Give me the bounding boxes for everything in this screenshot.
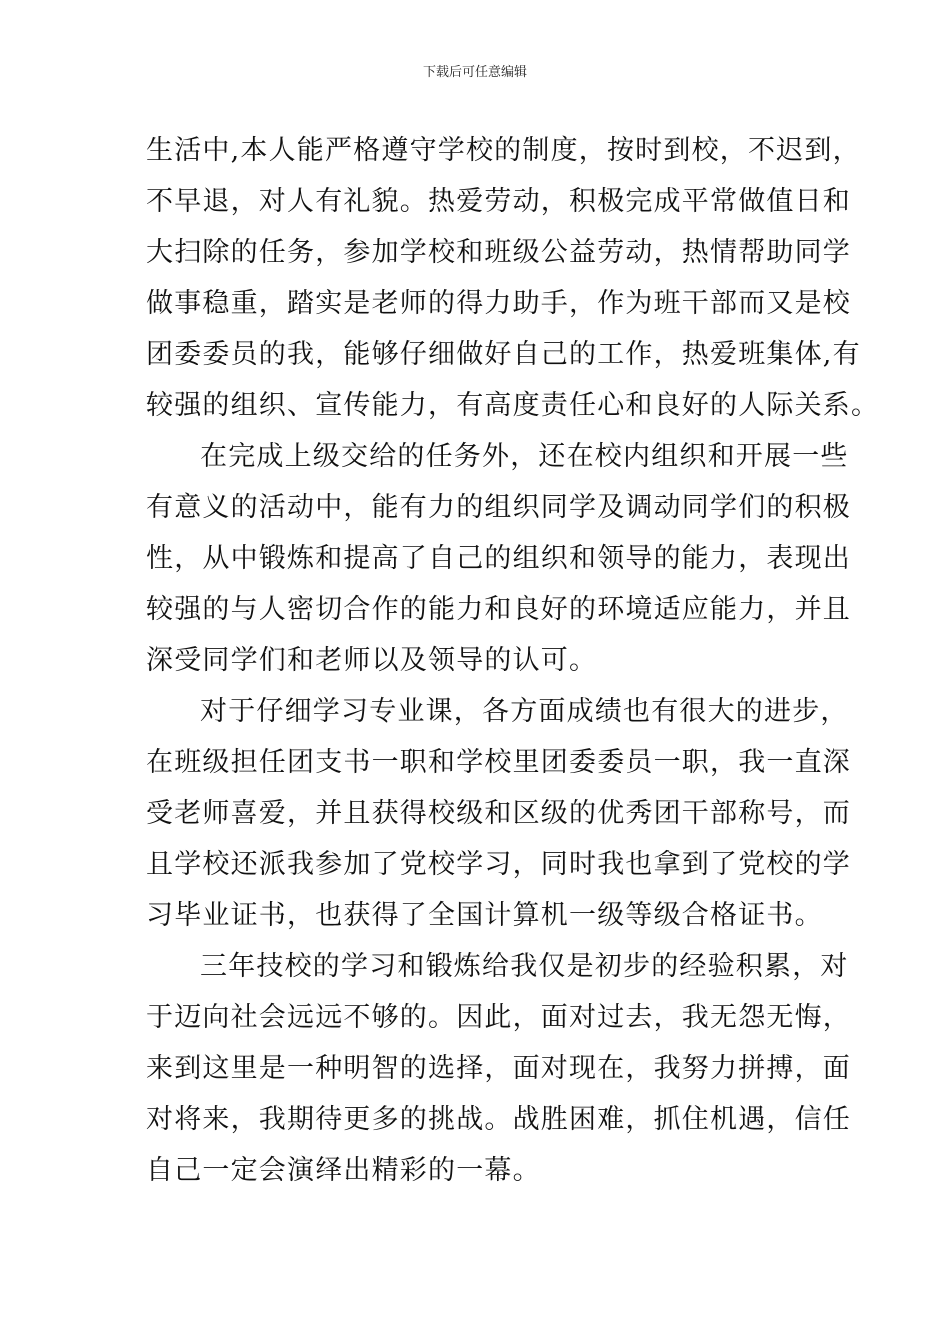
text-line: 在班级担任团支书一职和学校里团委委员一职，我一直深 xyxy=(146,747,851,778)
page-header: 下载后可任意编辑 xyxy=(422,65,527,80)
text-line: 不早退，对人有礼貌。热爱劳动，积极完成平常做值日和 xyxy=(146,186,851,217)
text-line: 于迈向社会远远不够的。因此，面对过去，我无怨无悔， xyxy=(146,1002,851,1033)
text-line: 做事稳重，踏实是老师的得力助手，作为班干部而又是校 xyxy=(146,288,851,319)
text-line: 习毕业证书，也获得了全国计算机一级等级合格证书。 xyxy=(146,900,823,931)
text-line: 在完成上级交给的任务外，还在校内组织和开展一些 xyxy=(200,441,849,472)
text-line: 较强的组织、宣传能力，有高度责任心和良好的人际关系。 xyxy=(146,390,880,421)
text-line: 生活中,本人能严格遵守学校的制度，按时到校，不迟到， xyxy=(146,135,861,166)
document-body xyxy=(146,125,880,1196)
paragraph-2 xyxy=(146,431,851,686)
text-line: 对于仔细学习专业课，各方面成绩也有很大的进步， xyxy=(200,696,849,727)
text-line: 对将来，我期待更多的挑战。战胜困难，抓住机遇，信任 xyxy=(146,1104,851,1135)
text-line: 且学校还派我参加了党校学习，同时我也拿到了党校的学 xyxy=(146,849,851,880)
text-line: 深受同学们和老师以及领导的认可。 xyxy=(146,645,598,676)
text-line: 大扫除的任务，参加学校和班级公益劳动，热情帮助同学 xyxy=(146,237,851,268)
text-line: 受老师喜爱，并且获得校级和区级的优秀团干部称号，而 xyxy=(146,798,851,829)
text-line: 较强的与人密切合作的能力和良好的环境适应能力，并且 xyxy=(146,594,851,625)
paragraph-3 xyxy=(146,686,851,941)
text-line: 性，从中锻炼和提高了自己的组织和领导的能力，表现出 xyxy=(146,543,851,574)
paragraph-1 xyxy=(146,125,880,431)
text-line: 团委委员的我，能够仔细做好自己的工作，热爱班集体,有 xyxy=(146,339,861,370)
text-line: 三年技校的学习和锻炼给我仅是初步的经验积累，对 xyxy=(200,951,849,982)
text-line: 有意义的活动中，能有力的组织同学及调动同学们的积极 xyxy=(146,492,851,523)
text-line: 自己一定会演绎出精彩的一幕。 xyxy=(146,1155,541,1186)
paragraph-4 xyxy=(146,941,851,1196)
text-line: 来到这里是一种明智的选择，面对现在，我努力拼搏，面 xyxy=(146,1053,851,1084)
